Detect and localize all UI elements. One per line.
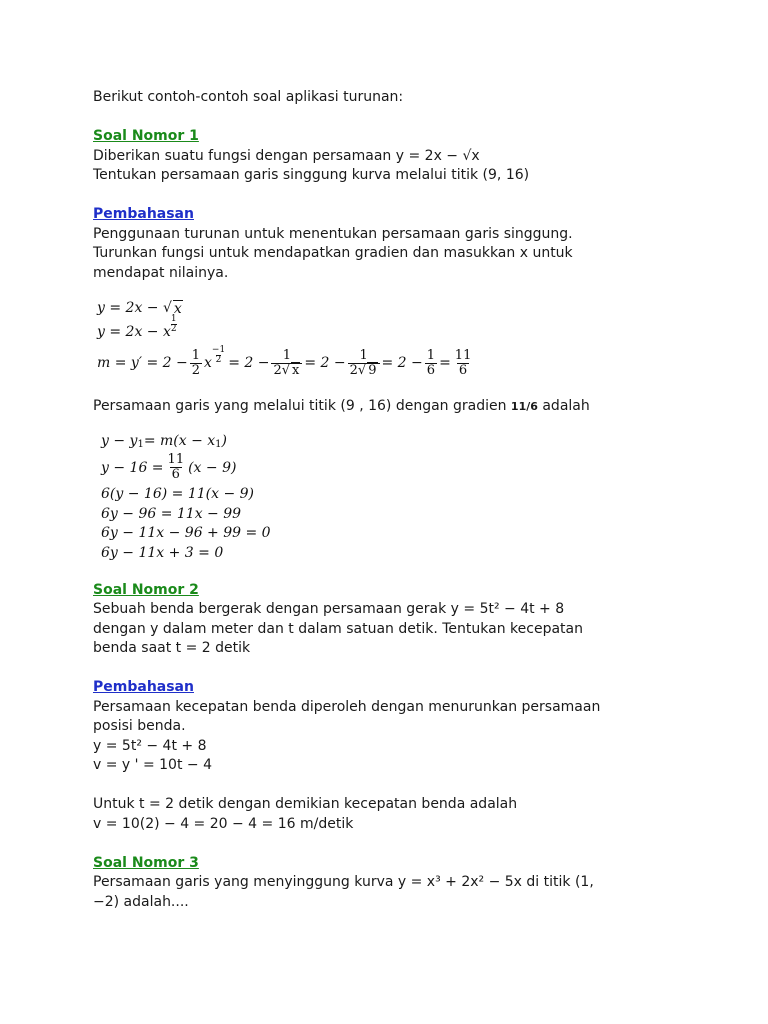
math2-l1-b: = m(x − x bbox=[143, 432, 216, 449]
frac-5-den: 6 bbox=[458, 362, 468, 378]
frac-1-den: 2 bbox=[191, 362, 200, 378]
math2-l5: 6y − 11x − 96 + 99 = 0 bbox=[101, 525, 271, 542]
math2-l6: 6y − 11x + 3 = 0 bbox=[101, 544, 224, 561]
math-eq-1 bbox=[97, 297, 713, 319]
gradien-frac: 11/6 bbox=[510, 400, 538, 413]
math-eq-3-frac-5 bbox=[453, 349, 474, 378]
math2-l1-sub2: 1 bbox=[215, 439, 222, 450]
frac-1-num: 1 bbox=[191, 347, 200, 363]
math2-l2-frac bbox=[166, 453, 187, 482]
pembahasan-2-line-3: y = 5t² − 4t + 8 bbox=[93, 737, 207, 754]
math-eq-3-part-b: = 2 − bbox=[228, 355, 270, 371]
pembahasan-2-line-1: Persamaan kecepatan benda diperoleh dengan menurunkan persamaan bbox=[93, 698, 601, 715]
math2-l4: 6y − 96 = 11x − 99 bbox=[101, 505, 242, 522]
math-eq-2 bbox=[97, 313, 713, 345]
soal-2-line-3: benda saat t = 2 detik bbox=[93, 640, 251, 656]
math2-l2-b: (x − 9) bbox=[188, 459, 237, 476]
soal-2-line-2: dengan y dalam meter dan t dalam satuan detik. Tentukan kecepatan bbox=[93, 620, 583, 637]
soal-1-line-1: Diberikan suatu fungsi dengan persamaan y = 2x − √x bbox=[93, 147, 480, 164]
math2-line-4 bbox=[101, 504, 713, 524]
math-eq-3-frac-2 bbox=[271, 349, 302, 378]
soal-1-line-2: Tentukan persamaan garis singgung kurva melalui titik (9, 16) bbox=[93, 167, 530, 183]
math2-l3: 6(y − 16) = 11(x − 9) bbox=[101, 486, 254, 503]
math-eq-3-part-a: m = y′ = 2 − bbox=[97, 355, 188, 371]
math-eq-3-part-d: = 2 − bbox=[381, 355, 423, 371]
soal-3-line-1: Persamaan garis yang menyinggung kurva y = x³ + 2x² − 5x di titik (1, bbox=[93, 874, 594, 890]
pembahasan-2-heading[interactable]: Pembahasan bbox=[93, 679, 194, 695]
frac-5-num: 11 bbox=[454, 347, 472, 363]
frac-2-den-a: 2√ bbox=[273, 362, 291, 378]
math2-l1-sub1: 1 bbox=[137, 439, 144, 450]
math-eq-2-exp-den: 2 bbox=[170, 323, 177, 334]
math-eq-1-text: y = 2x − √ bbox=[97, 300, 172, 316]
frac-2-den bbox=[271, 363, 302, 378]
frac-3-num: 1 bbox=[359, 347, 368, 363]
math-eq-2-exponent bbox=[171, 315, 177, 334]
pembahasan-1-heading[interactable]: Pembahasan bbox=[93, 206, 194, 222]
math-eq-3-part-c: = 2 − bbox=[304, 355, 346, 371]
math-eq-3-frac-4 bbox=[425, 349, 437, 378]
frac-4-den: 6 bbox=[426, 362, 436, 378]
soal-2-heading[interactable]: Soal Nomor 2 bbox=[93, 581, 199, 598]
math-eq-3-frac-3 bbox=[348, 349, 380, 378]
frac-2-num: 1 bbox=[282, 347, 292, 363]
pembahasan-1-line-3: mendapat nilainya. bbox=[93, 264, 229, 281]
pembahasan-2-line-6: v = 10(2) − 4 = 20 − 4 = 16 m/detik bbox=[93, 815, 354, 832]
intro-text: Berikut contoh-contoh soal aplikasi turunan: bbox=[93, 89, 404, 105]
math-eq-2-text: y = 2x − x bbox=[97, 324, 171, 340]
exp-den: 2 bbox=[215, 354, 222, 365]
soal-2-line-1: Sebuah benda bergerak dengan persamaan gerak y = 5t² − 4t + 8 bbox=[93, 601, 565, 617]
frac-4-num: 1 bbox=[426, 347, 436, 363]
math-eq-2-exp-num: 1 bbox=[170, 313, 177, 324]
math2-l2-den: 6 bbox=[171, 467, 180, 482]
document-page bbox=[93, 88, 713, 912]
gradien-sentence bbox=[93, 397, 713, 417]
math2-l2-a: y − 16 = bbox=[101, 459, 164, 476]
math-eq-3 bbox=[97, 345, 713, 381]
math-block-1 bbox=[97, 297, 713, 381]
math2-line-5 bbox=[101, 524, 713, 544]
math2-l1-a: y − y bbox=[101, 432, 138, 449]
math2-line-2 bbox=[101, 451, 713, 485]
pembahasan-2-line-5: Untuk t = 2 detik dengan demikian kecepatan benda adalah bbox=[93, 796, 518, 812]
gradien-text-b: adalah bbox=[537, 398, 590, 414]
frac-3-den-a: 2√ bbox=[349, 362, 367, 378]
soal-3-heading[interactable]: Soal Nomor 3 bbox=[93, 854, 199, 871]
frac-3-den-rad: 9 bbox=[368, 362, 377, 378]
math-eq-3-frac-1 bbox=[190, 349, 202, 378]
pembahasan-2-line-2: posisi benda. bbox=[93, 718, 186, 734]
pembahasan-1-line-1: Penggunaan turunan untuk menentukan persamaan garis singgung. bbox=[93, 225, 573, 242]
math2-line-3 bbox=[101, 485, 713, 505]
frac-3-den bbox=[348, 363, 380, 378]
soal-3-line-2: −2) adalah.... bbox=[93, 893, 189, 910]
gradien-text-a: Persamaan garis yang melalui titik (9 , 16) dengan gradien bbox=[93, 398, 511, 414]
exp-num: −1 bbox=[211, 344, 226, 355]
pembahasan-2-line-4: v = y ' = 10t − 4 bbox=[93, 757, 212, 773]
math2-line-6 bbox=[101, 543, 713, 563]
soal-1-heading[interactable]: Soal Nomor 1 bbox=[93, 128, 199, 144]
frac-2-den-rad: x bbox=[292, 362, 300, 378]
pembahasan-1-line-2: Turunkan fungsi untuk mendapatkan gradien dan masukkan x untuk bbox=[93, 245, 573, 261]
math2-l1-c: ) bbox=[221, 432, 228, 449]
math-block-2 bbox=[101, 431, 713, 563]
math-eq-3-exponent bbox=[212, 346, 225, 365]
math2-line-1 bbox=[101, 431, 713, 451]
math-eq-3-part-e: = bbox=[439, 355, 451, 371]
math2-l2-num: 11 bbox=[167, 452, 185, 467]
math-eq-3-x: x bbox=[204, 355, 212, 371]
math-eq-1-radicand: x bbox=[173, 300, 182, 317]
